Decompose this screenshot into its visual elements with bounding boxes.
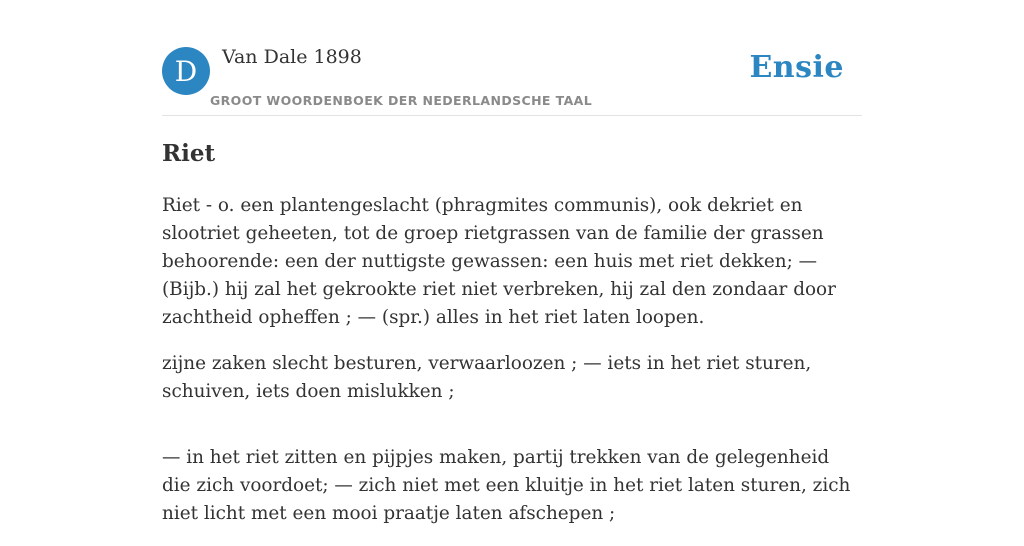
- definition-paragraph: zijne zaken slecht besturen, verwaarloozen ; — iets in het riet sturen, schuiven, iets doen mislukken ;: [162, 353, 812, 402]
- entry-title: Riet: [162, 140, 216, 167]
- dictionary-title[interactable]: Van Dale 1898: [222, 46, 362, 68]
- definition-paragraph: Riet - o. een plantengeslacht (phragmites communis), ook dekriet en slootriet geheeten, tot de groep rietgrassen van de familie der grassen behoorende: een der nuttigste gewassen: een huis met riet dekken; — (Bijb.) hij zal het gekrookte riet niet verbreken, hij zal den zondaar door zachtheid opheffen ; — (spr.) alles in het riet laten loopen.: [162, 195, 836, 328]
- entry-definition: [162, 192, 862, 546]
- dictionary-subtitle: GROOT WOORDENBOEK DER NEDERLANDSCHE TAAL: [210, 93, 593, 108]
- header: [162, 40, 862, 116]
- definition-paragraph: — in het riet zitten en pijpjes maken, partij trekken van de gelegenheid die zich voordoet; — zich niet met een kluitje in het riet laten sturen, zich niet licht met een mooi praatje laten afschepen ;: [162, 447, 851, 524]
- brand-logo[interactable]: Ensie: [749, 50, 844, 85]
- dictionary-logo-icon[interactable]: D: [162, 47, 210, 95]
